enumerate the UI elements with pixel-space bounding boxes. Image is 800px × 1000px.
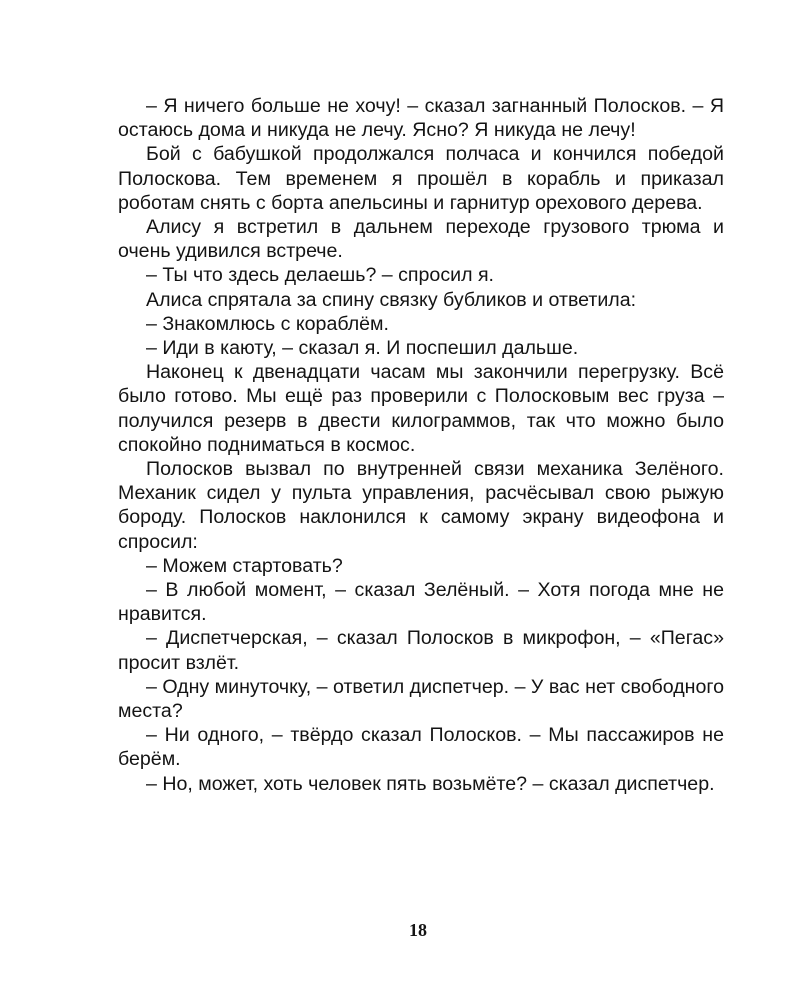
paragraph-15: – Но, может, хоть человек пять возьмёте? – сказал диспетчер. [146, 772, 715, 795]
paragraph-10: – Можем стартовать? [146, 554, 343, 577]
paragraph-12: – Диспетчерская, – сказал Полосков в микрофон, – «Пегас» просит взлёт. [118, 627, 724, 674]
paragraph-5: Алиса спрятала за спину связку бубликов и ответила: [146, 288, 637, 311]
paragraph-11: – В любой момент, – сказал Зелёный. – Хотя погода мне не нравится. [118, 579, 724, 626]
paragraph-7: – Иди в каюту, – сказал я. И поспешил дальше. [146, 337, 579, 360]
book-page-text [118, 94, 724, 796]
paragraph-1: – Я ничего больше не хочу! – сказал загнанный Полосков. – Я остаюсь дома и никуда не лечу. Ясно? Я никуда не лечу! [118, 95, 724, 142]
paragraph-3: Алису я встретил в дальнем переходе грузового трюма и очень удивился встрече. [118, 216, 724, 263]
paragraph-9: Полосков вызвал по внутренней связи механика Зелёного. Механик сидел у пульта управления, расчёсывал свою рыжую бороду. Полосков наклонился к самому экрану видеофона и спросил: [118, 458, 724, 553]
paragraph-14: – Ни одного, – твёрдо сказал Полосков. – Мы пассажиров не берём. [118, 724, 724, 771]
paragraph-13: – Одну минуточку, – ответил диспетчер. – У вас нет свободного места? [118, 675, 724, 723]
paragraph-4: – Ты что здесь делаешь? – спросил я. [146, 264, 494, 287]
paragraph-6: – Знакомлюсь с кораблём. [146, 312, 389, 335]
paragraph-2: Бой с бабушкой продолжался полчаса и кончился победой Полоскова. Тем временем я прошёл в корабль и приказал роботам снять с борта апельсины и гарнитур орехового дерева. [118, 143, 724, 214]
paragraph-8: Наконец к двенадцати часам мы закончили перегрузку. Всё было готово. Мы ещё раз проверили с Полосковым вес груза – получился резерв в двести килограммов, так что можно было спокойно подниматься в космос. [118, 361, 724, 456]
page-number: 18 [409, 920, 427, 940]
